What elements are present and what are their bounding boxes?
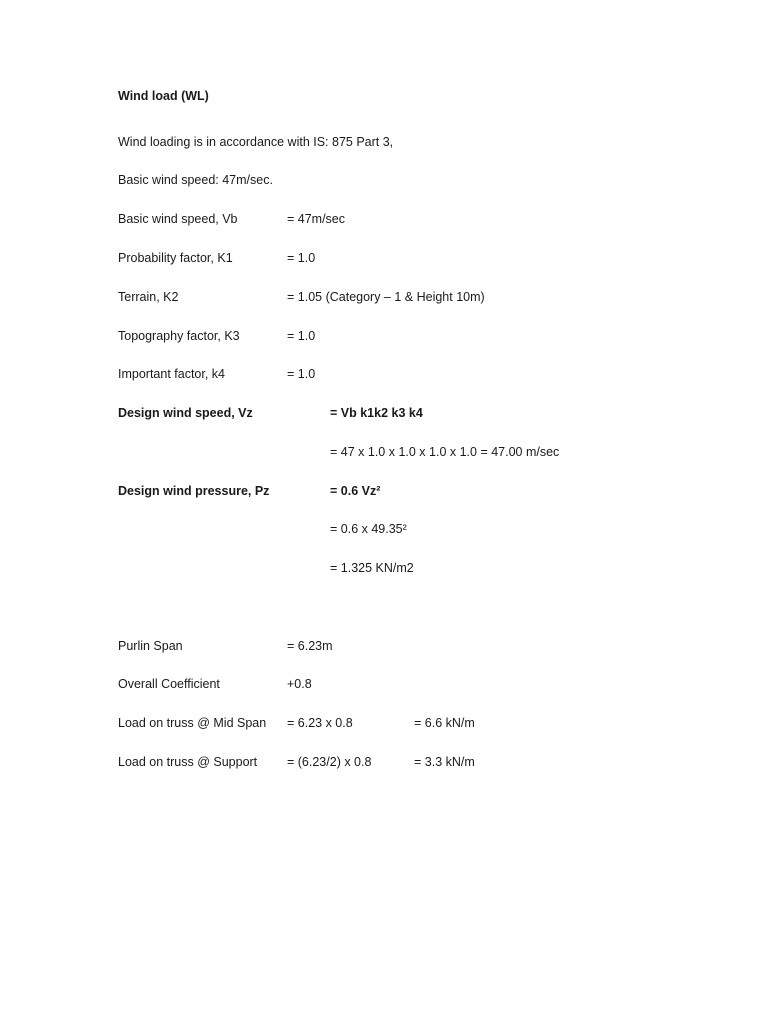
factor-value-vb: = 47m/sec bbox=[287, 212, 346, 226]
design-pressure-result: = 1.325 KN/m2 bbox=[330, 561, 414, 575]
support-load-calc: = (6.23/2) x 0.8 bbox=[287, 755, 372, 769]
factor-label-k4: Important factor, k4 bbox=[118, 367, 225, 381]
factor-label-k3: Topography factor, K3 bbox=[118, 329, 240, 343]
design-pressure-label: Design wind pressure, Pz bbox=[118, 484, 270, 498]
overall-coefficient-value: +0.8 bbox=[287, 677, 312, 691]
overall-coefficient-label: Overall Coefficient bbox=[118, 677, 220, 691]
purlin-span-value: = 6.23m bbox=[287, 639, 333, 653]
factor-value-k1: = 1.0 bbox=[287, 251, 316, 265]
mid-span-load-result: = 6.6 kN/m bbox=[414, 716, 475, 730]
design-speed-formula: = Vb k1k2 k3 k4 bbox=[330, 406, 423, 420]
basic-speed-note: Basic wind speed: 47m/sec. bbox=[118, 173, 273, 187]
factor-value-k2: = 1.05 (Category – 1 & Height 10m) bbox=[287, 290, 485, 304]
code-reference-text: Wind loading is in accordance with IS: 875 Part 3, bbox=[118, 135, 394, 149]
factor-value-k4: = 1.0 bbox=[287, 367, 316, 381]
design-pressure-calc: = 0.6 x 49.35² bbox=[330, 522, 407, 536]
support-load-result: = 3.3 kN/m bbox=[414, 755, 475, 769]
factor-label-vb: Basic wind speed, Vb bbox=[118, 212, 238, 226]
design-pressure-formula: = 0.6 Vz² bbox=[330, 484, 381, 498]
design-speed-label: Design wind speed, Vz bbox=[118, 406, 253, 420]
factor-label-k1: Probability factor, K1 bbox=[118, 251, 233, 265]
mid-span-load-calc: = 6.23 x 0.8 bbox=[287, 716, 353, 730]
mid-span-load-label: Load on truss @ Mid Span bbox=[118, 716, 267, 730]
purlin-span-label: Purlin Span bbox=[118, 639, 183, 653]
factor-label-k2: Terrain, K2 bbox=[118, 290, 179, 304]
factor-value-k3: = 1.0 bbox=[287, 329, 316, 343]
design-speed-calc: = 47 x 1.0 x 1.0 x 1.0 x 1.0 = 47.00 m/sec bbox=[330, 445, 560, 459]
support-load-label: Load on truss @ Support bbox=[118, 755, 258, 769]
section-heading: Wind load (WL) bbox=[118, 89, 209, 103]
